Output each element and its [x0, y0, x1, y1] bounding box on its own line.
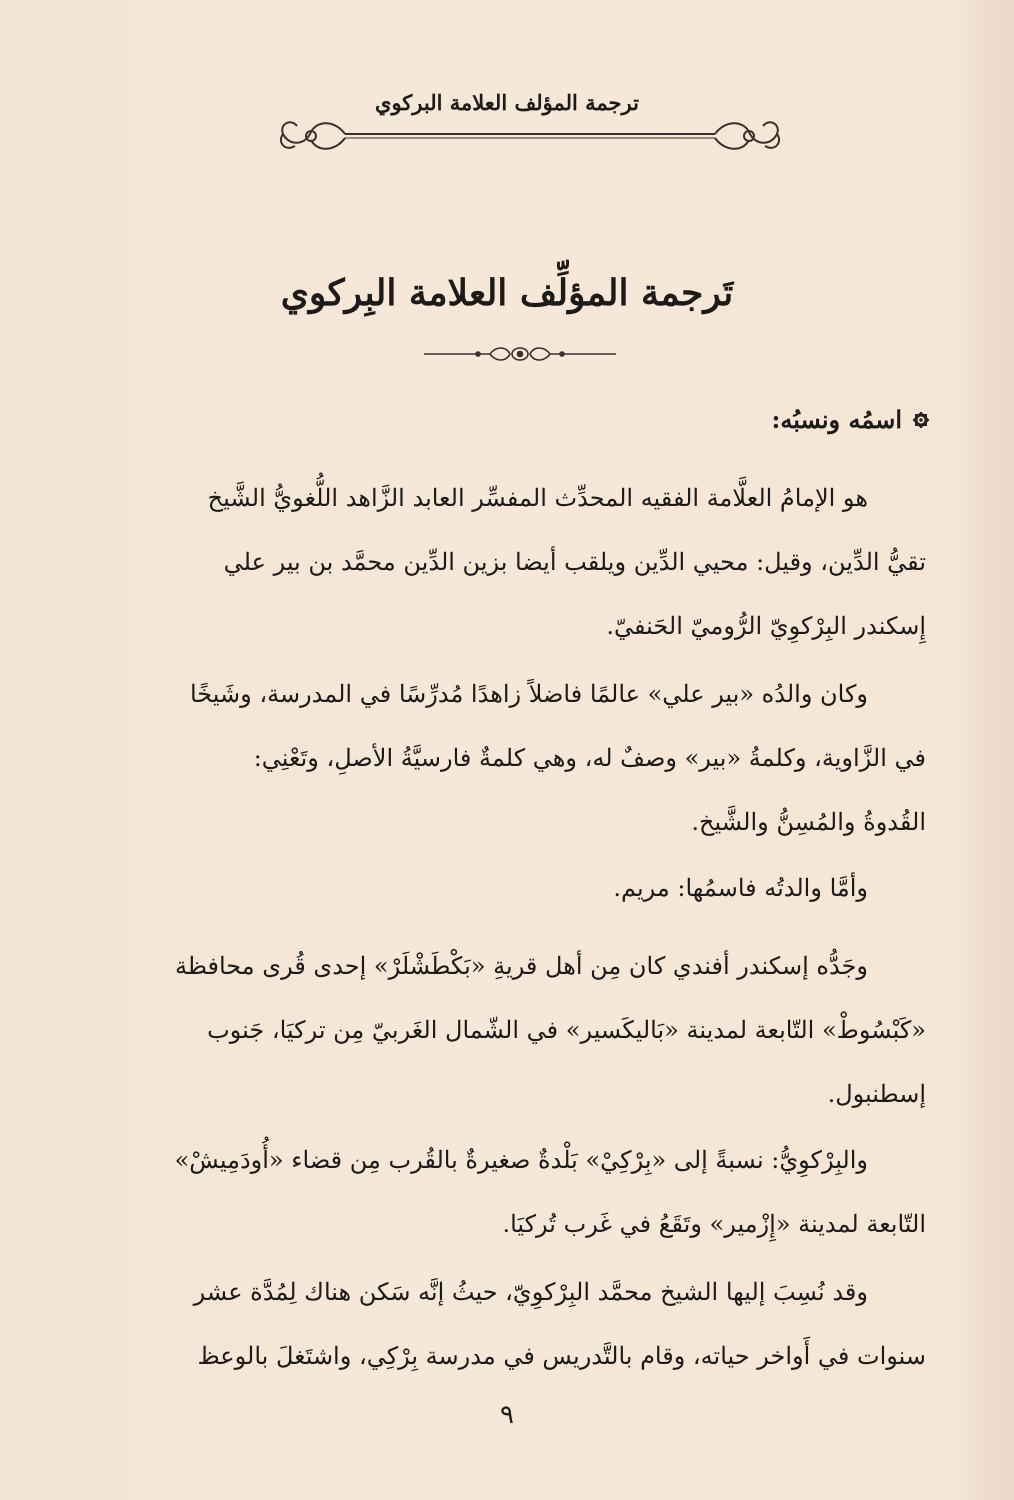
running-header: ترجمة المؤلف العلامة البركوي: [375, 90, 639, 115]
text-line: إِسكندر البِرْكوِيّ الرُّوميّ الحَنفيّ.: [606, 612, 926, 640]
text-line: وأمَّا والدتُه فاسمُها: مريم.: [613, 874, 868, 902]
text-line: وقد نُسِبَ إليها الشيخ محمَّد البِرْكوِيّ، حيثُ إنَّه سَكن هناك لِمُدَّة عشر: [193, 1278, 868, 1306]
octagram-star-icon: [910, 409, 932, 431]
text-line: التّابعة لمدينة «إِزْمير» وتَقَعُ في غَرب تُركيَا.: [502, 1210, 926, 1238]
text-line: تقيُّ الدِّين، وقيل: محيي الدِّين ويلقب أيضا بزين الدِّين محمَّد بن بير علي: [223, 548, 926, 576]
paragraph-father: [128, 662, 926, 854]
text-line: القُدوةُ والمُسِنُّ والشَّيخ.: [691, 808, 926, 836]
section-heading-text: اسمُه ونسبُه:: [771, 405, 902, 434]
text-line: وكان والدُه «بير علي» عالمًا فاضلاً زاهدًا مُدرِّسًا في المدرسة، وشَيخًا: [189, 680, 868, 708]
paragraph-grandfather: [128, 934, 926, 1126]
paragraph-nisba: [128, 1128, 926, 1256]
paragraph-attribution: [128, 1260, 926, 1388]
title-ornament: [420, 342, 620, 366]
page-number: ٩: [500, 1400, 514, 1430]
section-heading: [771, 405, 932, 434]
page-title: تَرجمة المؤلِّف العلامة البِركوي: [280, 272, 734, 314]
text-line: في الزَّاوية، وكلمةُ «بير» وصفٌ له، وهي كلمةٌ فارسيَّةُ الأصلِ، وتَعْنِي:: [253, 744, 926, 772]
text-line: سنوات في أَواخر حياته، وقام بالتَّدريس في مدرسة بِرْكِي، واشتَغلَ بالوعظ: [197, 1342, 926, 1370]
text-line: إسطنبول.: [827, 1080, 926, 1108]
paragraph-name-lineage: [128, 466, 926, 658]
spine-shadow: [954, 0, 1014, 1500]
header-ornament: [275, 112, 785, 156]
text-line: وجَدُّه إسكندر أفندي كان مِن أهل قريةِ «بَكْطَشْلَرْ» إحدى قُرى محافظة: [174, 952, 868, 980]
text-line: «كَبْسُوطْ» التّابعة لمدينة «بَاليكَسير» في الشّمال الغَربيّ مِن تركيَا، جَنوب: [207, 1016, 926, 1044]
paragraph-mother: [128, 856, 926, 920]
text-line: والبِرْكوِيُّ: نسبةً إلى «بِرْكِيْ» بَلْدةٌ صغيرةٌ بالقُرب مِن قضاء «أُودَمِيشْ»: [174, 1146, 868, 1174]
text-line: هو الإمامُ العلَّامة الفقيه المحدِّث المفسِّر العابد الزَّاهد اللُّغويُّ الشَّيخ: [207, 484, 868, 512]
